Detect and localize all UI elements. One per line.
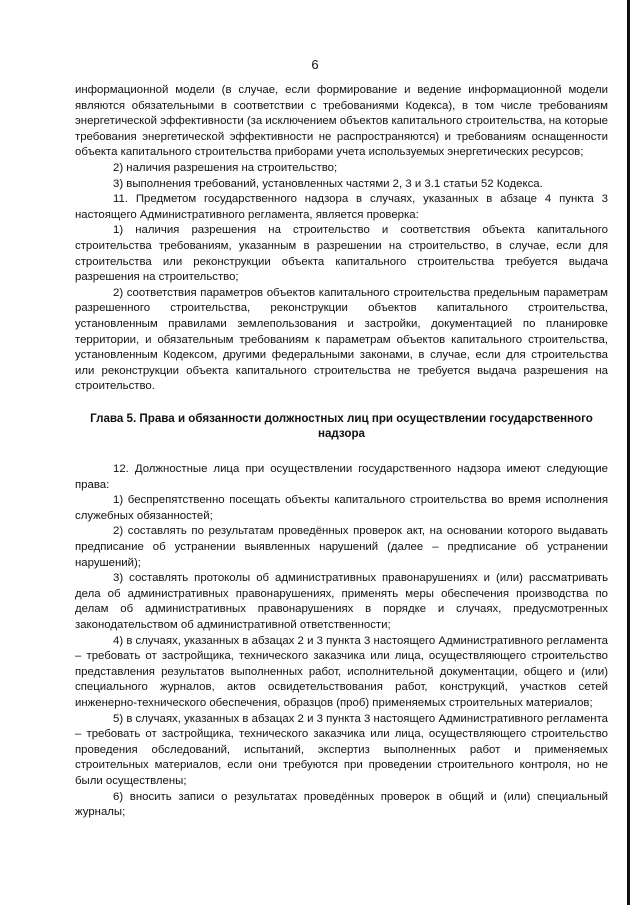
- paragraph: 5) в случаях, указанных в абзацах 2 и 3 пункта 3 настоящего Административного регламента – требовать от застройщика, технического заказчика или лица, осуществляющего строительство проведения обследований, испытаний, экспертиз выполненных работ и применяемых строительных материалов, если они требуются при проведении строительного контроля, но не были осуществлены;: [75, 712, 608, 787]
- paragraph: 12. Должностные лица при осуществлении государственного надзора имеют следующие права:: [75, 463, 608, 491]
- section-after-heading: [75, 462, 608, 821]
- chapter-heading: Глава 5. Права и обязанности должностных лиц при осуществлении государственного надзора: [90, 411, 593, 441]
- paragraph: информационной модели (в случае, если формирование и ведение информационной модели являются обязательными в соответствии с требованиями Кодекса), в том числе требованиям энергетической эффективности (за исключением объектов капитального строительства, на которые требования энергетической эффективности не распространяются) и требованиям оснащенности объекта капитального строительства приборами учета используемых энергетических ресурсов;: [75, 84, 608, 159]
- paragraph: 2) наличия разрешения на строительство;: [113, 161, 338, 174]
- page-number: 6: [311, 57, 319, 72]
- paragraph: 3) выполнения требований, установленных частями 2, 3 и 3.1 статьи 52 Кодекса.: [113, 177, 543, 190]
- paragraph: 3) составлять протоколы об административных правонарушениях и (или) рассматривать дела об административных правонарушениях, применять меры обеспечения производства по делам об административных правонарушениях в порядке и случаях, предусмотренных законодательством об административной ответственности;: [75, 572, 608, 631]
- paragraph: 11. Предметом государственного надзора в случаях, указанных в абзаце 4 пункта 3 настоящего Административного регламента, является проверка:: [75, 193, 608, 221]
- paragraph: 2) составлять по результатам проведённых проверок акт, на основании которого выдавать предписание об устранении выявленных нарушений (далее – предписание об устранении нарушений);: [75, 525, 608, 569]
- paragraph: 2) соответствия параметров объектов капитального строительства предельным параметрам разрешенного строительства, реконструкции объектов капитального строительства, установленным правилами землепользования и застройки, документацией по планировке территории, и обязательным требованиям к параметрам объектов капитального строительства, установленным Кодексом, другими федеральными законами, в случае, если для строительства или реконструкции объекта капитального строительства не требуется выдача разрешения на строительство.: [75, 286, 608, 393]
- paragraph: 1) беспрепятственно посещать объекты капитального строительства во время исполнения служебных обязанностей;: [75, 494, 608, 522]
- paragraph: 6) вносить записи о результатах проведённых проверок в общий и (или) специальный журналы;: [75, 790, 608, 819]
- document-body: [75, 83, 608, 821]
- paragraph: 4) в случаях, указанных в абзацах 2 и 3 пункта 3 настоящего Административного регламента – требовать от застройщика, технического заказчика или лица, осуществляющего строительство представления результатов выполненных работ, исполнительной документации, общего и (или) специального журналов, актов освидетельствования работ, конструкций, участков сетей инженерно-технического обеспечения, образцов (проб) применяемых строительных материалов;: [75, 634, 608, 709]
- paragraph: 1) наличия разрешения на строительство и соответствия объекта капитального строительства требованиям, указанным в разрешении на строительство, в случае, если для строительства или реконструкции объекта капитального строительства требуется выдача разрешения на строительство;: [75, 224, 608, 284]
- section-before-heading: [75, 83, 608, 395]
